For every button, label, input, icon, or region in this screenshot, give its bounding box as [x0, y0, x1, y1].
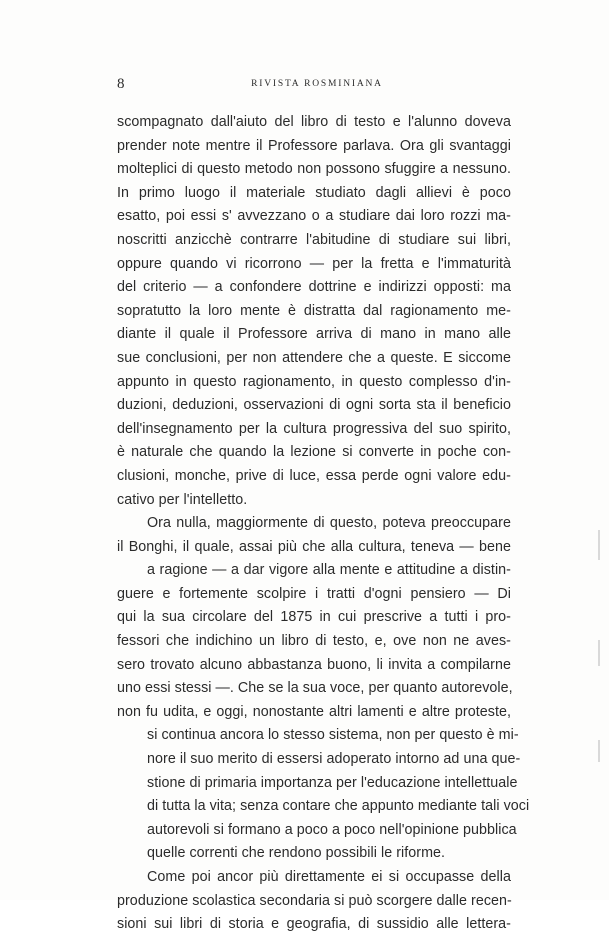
text-line: nore il suo merito di essersi adoperato intorno ad una que-	[147, 751, 521, 768]
page-number: 8	[117, 76, 125, 92]
text-line: oppure quando vi ricorrono — per la fretta e l'immaturità	[117, 255, 511, 272]
text-line-paragraph-start: Come poi ancor più direttamente ei si occupasse della	[147, 869, 511, 885]
text-line: dell'insegnamento per la cultura progressiva del suo spirito,	[117, 420, 511, 437]
text-line: del criterio — a confondere dottrine e indirizzi opposti: ma	[117, 279, 511, 296]
text-line: sioni sui libri di storia e geografia, di sussidio alle lettera-	[117, 916, 511, 933]
text-line-paragraph-end: quelle correnti che rendono possibili le riforme.	[147, 845, 446, 862]
text-line: duzioni, deduzioni, osservazioni di ogni sorta sta il beneficio	[117, 397, 511, 414]
text-line: esatto, poi essi s' avvezzano o a studiare dai loro rozzi ma-	[117, 208, 511, 225]
text-line: In primo luogo il materiale studiato dagli allievi è poco	[117, 184, 511, 201]
text-line: sero trovato alcuno abbastanza buono, li invita a compilarne	[117, 656, 511, 673]
text-line: guere e fortemente scolpire i tratti d'ogni pensiero — Di	[117, 585, 511, 602]
text-line: diante il quale il Professore arriva di mano in mano alle	[117, 326, 511, 343]
text-line: prender note mentre il Professore parlava. Ora gli svantaggi	[117, 137, 511, 154]
text-line-paragraph-start: Ora nulla, maggiormente di questo, poteva preoccupare	[147, 515, 511, 532]
scan-margin-mark	[598, 740, 600, 762]
text-line: si continua ancora lo stesso sistema, non per questo è mi-	[147, 727, 519, 744]
text-line: non fu udita, e oggi, nonostante altri lamenti e altre proteste,	[117, 703, 511, 720]
text-line: sopratutto la loro mente è distratta dal ragionamento me-	[117, 302, 511, 319]
text-line: clusioni, monche, prive di luce, essa perde ogni valore edu-	[117, 467, 511, 484]
text-line: scompagnato dall'aiuto del libro di testo e l'alunno doveva	[117, 114, 511, 130]
text-line: stione di primaria importanza per l'educazione intellettuale	[147, 774, 518, 791]
text-line: qui la sua circolare del 1875 in cui prescrive a tutti i pro-	[117, 609, 511, 626]
scan-margin-mark	[598, 530, 600, 560]
text-line: è naturale che quando la lezione si converte in poche con-	[117, 444, 511, 461]
scan-margin-mark	[598, 640, 600, 666]
text-line: a ragione — a dar vigore alla mente e attitudine a distin-	[147, 562, 511, 579]
text-line: sue conclusioni, per non attendere che a queste. E siccome	[117, 349, 511, 366]
text-line: molteplici di questo metodo non possono sfuggire a nessuno.	[117, 161, 511, 178]
page-header	[117, 76, 517, 96]
text-line: appunto in questo ragionamento, in questo complesso d'in-	[117, 373, 511, 390]
text-line: noscritti anzicchè contrarre l'abitudine di studiare sui libri,	[117, 231, 511, 248]
text-line: il Bonghi, il quale, assai più che alla cultura, teneva — bene	[117, 538, 511, 555]
text-line-paragraph-end: cativo per l'intelletto.	[117, 491, 248, 508]
text-line: fessori che indichino un libro di testo, e, ove non ne aves-	[117, 633, 511, 650]
running-title: RIVISTA ROSMINIANA	[251, 79, 383, 89]
text-line: autorevoli si formano a poco a poco nell'opinione pubblica	[147, 821, 517, 838]
text-line: uno essi stessi —. Che se la sua voce, per quanto autorevole,	[117, 680, 513, 697]
body-text	[117, 111, 530, 937]
text-line: produzione scolastica secondaria si può scorgere dalle recen-	[117, 892, 512, 909]
text-line: di tutta la vita; senza contare che appunto mediante tali voci	[147, 798, 530, 815]
